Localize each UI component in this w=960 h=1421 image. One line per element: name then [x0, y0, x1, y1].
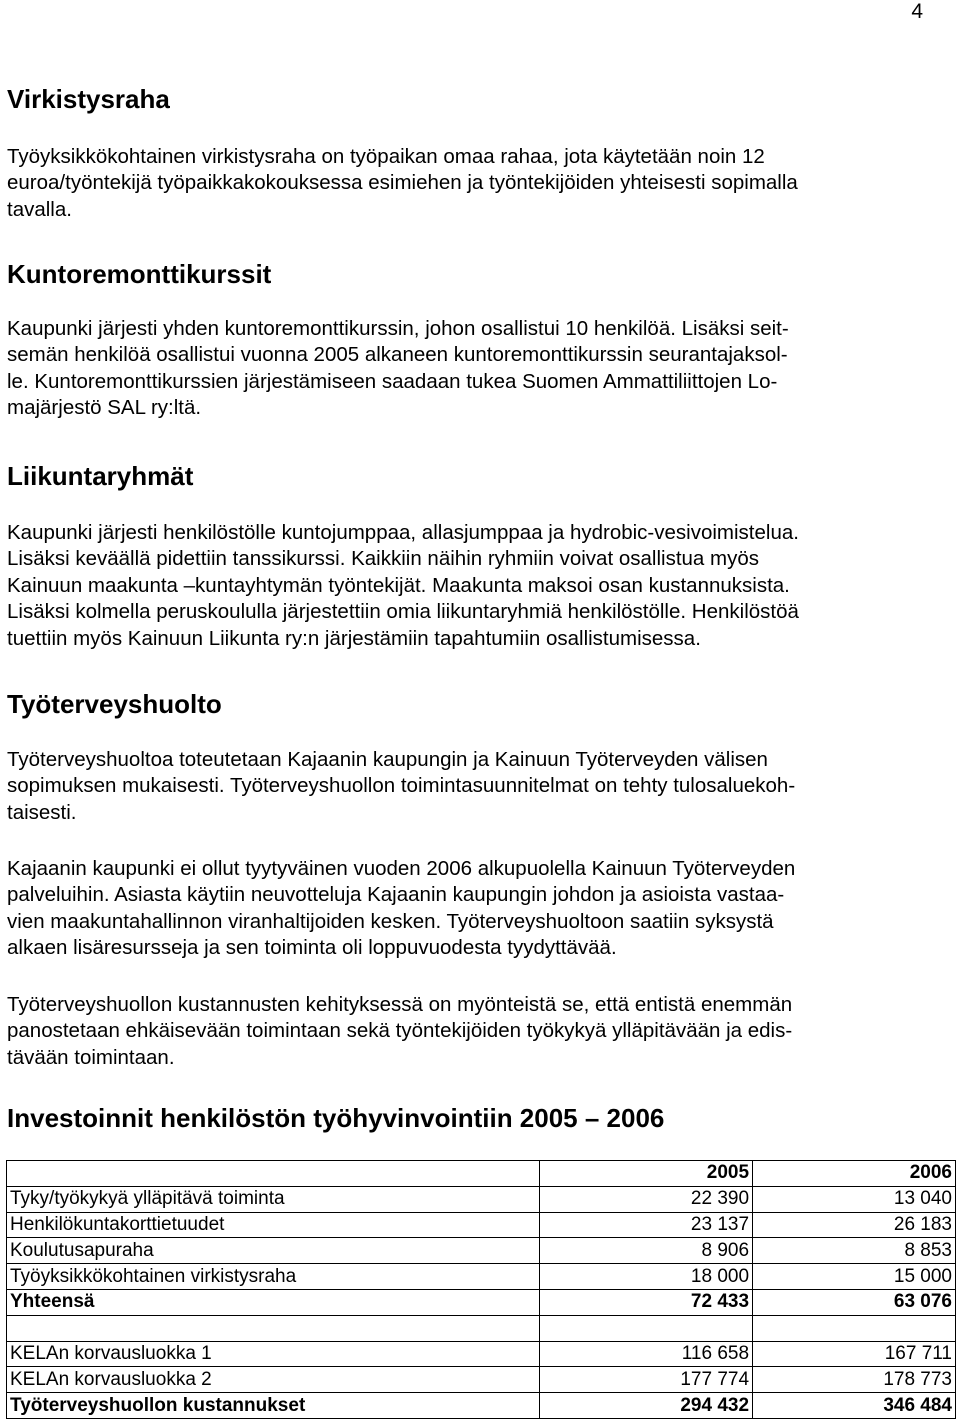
text-line: palveluihin. Asiasta käytiin neuvotteluja Kajaanin kaupungin johdon ja asioista vastaa- — [7, 883, 785, 907]
row-value-2006: 178 773 — [753, 1367, 956, 1393]
paragraph-virkistysraha — [7, 144, 798, 223]
paragraph-tyoterveyshuolto-1 — [7, 747, 795, 826]
table-row — [7, 1264, 956, 1290]
heading-liikuntaryhmat: Liikuntaryhmät — [7, 461, 194, 491]
text-line: Kajaanin kaupunki ei ollut tyytyväinen vuoden 2006 alkupuolella Kainuun Työterveyden — [7, 857, 796, 880]
row-value-2006: 8 853 — [753, 1238, 956, 1264]
heading-investoinnit: Investoinnit henkilöstön työhyvinvointiin 2005 – 2006 — [7, 1103, 665, 1133]
table-row — [7, 1341, 956, 1367]
table-row-total — [7, 1289, 956, 1315]
text-line: Työyksikkökohtainen virkistysraha on työpaikan omaa rahaa, jota käytetään noin 12 — [7, 145, 765, 168]
text-line: sopimuksen mukaisesti. Työterveyshuollon toimintasuunnitelmat on tehty tulosaluekoh- — [7, 774, 796, 798]
paragraph-liikuntaryhmat — [7, 520, 799, 652]
row-value-2005: 23 137 — [540, 1212, 753, 1238]
text-line: Työterveyshuoltoa toteutetaan Kajaanin kaupungin ja Kainuun Työterveyden välisen — [7, 748, 768, 771]
table-row — [7, 1186, 956, 1212]
text-line: tavalla. — [7, 197, 72, 221]
table-row — [7, 1367, 956, 1393]
row-value-2006: 26 183 — [753, 1212, 956, 1238]
row-label: KELAn korvausluokka 2 — [7, 1367, 540, 1393]
heading-kuntoremonttikurssit: Kuntoremonttikurssit — [7, 259, 272, 289]
text-line: Kainuun maakunta –kuntayhtymän työntekijät. Maakunta maksoi osan kustannuksista. — [7, 573, 790, 597]
row-value-2005: 294 432 — [540, 1393, 753, 1419]
text-line: euroa/työntekijä työpaikkakokouksessa esimiehen ja työntekijöiden yhteisesti sopimalla — [7, 171, 798, 195]
row-label — [7, 1315, 540, 1341]
header-cell-2006: 2006 — [753, 1161, 956, 1187]
text-line: le. Kuntoremonttikurssien järjestämiseen saadaan tukea Suomen Ammattiliittojen Lo- — [7, 369, 778, 393]
row-value-2005: 22 390 — [540, 1186, 753, 1212]
text-line: semän henkilöä osallistui vuonna 2005 alkaneen kuntoremonttikurssin seurantajaksol- — [7, 343, 788, 367]
text-line: Lisäksi kolmella peruskoululla järjestettiin omia liikuntaryhmiä henkilöstölle. Henkilöstöä — [7, 600, 799, 624]
row-value-2006: 15 000 — [753, 1264, 956, 1290]
heading-tyoterveyshuolto: Työterveyshuolto — [7, 689, 222, 719]
table-row-empty — [7, 1315, 956, 1341]
row-label: Yhteensä — [7, 1289, 540, 1315]
row-label: Koulutusapuraha — [7, 1238, 540, 1264]
row-value-2006: 167 711 — [753, 1341, 956, 1367]
text-line: vien maakuntahallinnon viranhaltijoiden kesken. Työterveyshuoltoon saatiin syksystä — [7, 909, 774, 933]
table-row-total — [7, 1393, 956, 1419]
text-line: tuettiin myös Kainuun Liikunta ry:n järjestämiin tapahtumiin osallistumisessa. — [7, 626, 701, 650]
table-row — [7, 1212, 956, 1238]
heading-virkistysraha: Virkistysraha — [7, 84, 170, 114]
row-value-2005: 177 774 — [540, 1367, 753, 1393]
row-label: Henkilökuntakorttietuudet — [7, 1212, 540, 1238]
text-line: Kaupunki järjesti henkilöstölle kuntojumppaa, allasjumppaa ja hydrobic-vesivoimistelua. — [7, 521, 799, 544]
text-line: tävään toimintaan. — [7, 1045, 175, 1069]
page-number: 4 — [911, 0, 923, 23]
row-value-2005: 8 906 — [540, 1238, 753, 1264]
text-line: majärjestö SAL ry:ltä. — [7, 396, 202, 420]
row-value-2006 — [753, 1315, 956, 1341]
row-value-2006: 346 484 — [753, 1393, 956, 1419]
row-value-2006: 13 040 — [753, 1186, 956, 1212]
row-value-2005: 116 658 — [540, 1341, 753, 1367]
text-line: alkaen lisäresursseja ja sen toiminta oli loppuvuodesta tyydyttävää. — [7, 936, 617, 960]
row-value-2005: 18 000 — [540, 1264, 753, 1290]
text-line: panostetaan ehkäisevään toimintaan sekä työntekijöiden työkykyä ylläpitävään ja edis- — [7, 1019, 793, 1043]
row-value-2005: 72 433 — [540, 1289, 753, 1315]
investment-table — [6, 1160, 956, 1419]
text-line: Lisäksi keväällä pidettiin tanssikurssi. Kaikkiin näihin ryhmiin voivat osallistua myös — [7, 547, 759, 571]
row-label: Työyksikkökohtainen virkistysraha — [7, 1264, 540, 1290]
table-header-row — [7, 1161, 956, 1187]
header-cell-label — [7, 1161, 540, 1187]
text-line: Työterveyshuollon kustannusten kehityksessä on myönteistä se, että entistä enemmän — [7, 993, 793, 1016]
table-row — [7, 1238, 956, 1264]
row-label: KELAn korvausluokka 1 — [7, 1341, 540, 1367]
paragraph-tyoterveyshuolto-3 — [7, 992, 792, 1071]
paragraph-tyoterveyshuolto-2 — [7, 856, 795, 962]
text-line: Kaupunki järjesti yhden kuntoremonttikurssin, johon osallistui 10 henkilöä. Lisäksi seit- — [7, 317, 789, 340]
header-cell-2005: 2005 — [540, 1161, 753, 1187]
text-line: taisesti. — [7, 800, 77, 824]
row-label: Työterveyshuollon kustannukset — [7, 1393, 540, 1419]
row-label: Tyky/työkykyä ylläpitävä toiminta — [7, 1186, 540, 1212]
paragraph-kuntoremonttikurssit — [7, 316, 789, 422]
row-value-2005 — [540, 1315, 753, 1341]
row-value-2006: 63 076 — [753, 1289, 956, 1315]
